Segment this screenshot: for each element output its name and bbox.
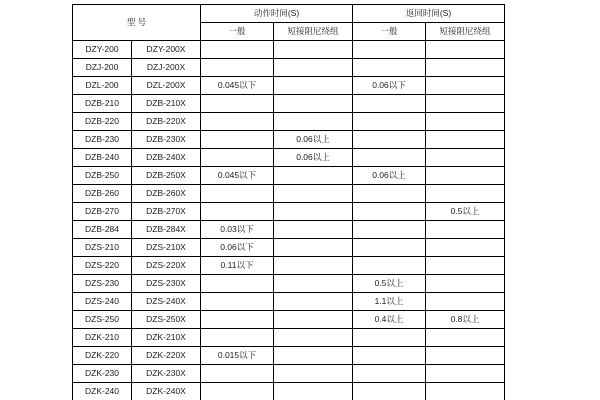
cell-model-a: DZS-250 <box>73 311 132 329</box>
cell-model-b: DZK-240X <box>132 383 201 400</box>
cell-model-b: DZB-284X <box>132 221 201 239</box>
table-row <box>73 329 505 347</box>
cell-action-normal: 0.06以下 <box>201 239 274 257</box>
cell-action-damped: 0.06以上 <box>274 149 353 167</box>
cell-return-damped <box>426 167 505 185</box>
cell-model-a: DZS-210 <box>73 239 132 257</box>
table-row <box>73 203 505 221</box>
cell-return-damped <box>426 239 505 257</box>
cell-return-normal <box>353 257 426 275</box>
table-row <box>73 95 505 113</box>
cell-action-normal <box>201 365 274 383</box>
cell-action-damped <box>274 77 353 95</box>
cell-action-normal <box>201 41 274 59</box>
cell-return-damped <box>426 257 505 275</box>
cell-return-normal <box>353 365 426 383</box>
table-row <box>73 185 505 203</box>
cell-action-normal <box>201 113 274 131</box>
cell-model-a: DZK-210 <box>73 329 132 347</box>
table-header <box>73 5 505 41</box>
cell-model-b: DZB-270X <box>132 203 201 221</box>
cell-return-damped <box>426 77 505 95</box>
header-model: 型 号 <box>73 5 201 41</box>
cell-model-a: DZB-240 <box>73 149 132 167</box>
cell-return-damped <box>426 185 505 203</box>
cell-action-damped <box>274 383 353 400</box>
cell-return-normal <box>353 41 426 59</box>
cell-model-a: DZB-250 <box>73 167 132 185</box>
cell-model-b: DZK-210X <box>132 329 201 347</box>
cell-return-damped: 0.8以上 <box>426 311 505 329</box>
cell-return-normal: 0.06以上 <box>353 167 426 185</box>
cell-return-damped <box>426 113 505 131</box>
cell-model-b: DZK-230X <box>132 365 201 383</box>
table-row <box>73 167 505 185</box>
cell-return-normal <box>353 113 426 131</box>
cell-model-b: DZS-210X <box>132 239 201 257</box>
cell-model-b: DZL-200X <box>132 77 201 95</box>
cell-return-normal <box>353 221 426 239</box>
cell-model-a: DZB-220 <box>73 113 132 131</box>
cell-model-b: DZS-220X <box>132 257 201 275</box>
cell-return-normal <box>353 95 426 113</box>
cell-return-damped <box>426 383 505 400</box>
cell-action-normal <box>201 185 274 203</box>
table-row <box>73 149 505 167</box>
cell-model-b: DZB-210X <box>132 95 201 113</box>
table-row <box>73 77 505 95</box>
cell-model-a: DZS-220 <box>73 257 132 275</box>
cell-action-damped <box>274 239 353 257</box>
cell-return-normal <box>353 185 426 203</box>
cell-return-damped <box>426 293 505 311</box>
cell-model-a: DZS-240 <box>73 293 132 311</box>
cell-model-b: DZY-200X <box>132 41 201 59</box>
cell-return-normal: 0.4以上 <box>353 311 426 329</box>
cell-return-normal <box>353 203 426 221</box>
table-row <box>73 239 505 257</box>
cell-return-normal <box>353 59 426 77</box>
cell-return-normal <box>353 329 426 347</box>
cell-action-damped <box>274 203 353 221</box>
cell-return-normal <box>353 131 426 149</box>
cell-return-damped <box>426 365 505 383</box>
cell-action-damped <box>274 185 353 203</box>
cell-return-normal <box>353 383 426 400</box>
cell-return-normal: 1.1以上 <box>353 293 426 311</box>
cell-action-damped <box>274 113 353 131</box>
cell-model-a: DZB-230 <box>73 131 132 149</box>
cell-action-normal <box>201 149 274 167</box>
table-row <box>73 347 505 365</box>
cell-action-normal <box>201 59 274 77</box>
cell-model-b: DZB-240X <box>132 149 201 167</box>
cell-model-b: DZB-230X <box>132 131 201 149</box>
cell-action-normal: 0.11以下 <box>201 257 274 275</box>
cell-action-damped <box>274 221 353 239</box>
cell-return-normal: 0.5以上 <box>353 275 426 293</box>
cell-return-damped <box>426 221 505 239</box>
cell-model-a: DZB-284 <box>73 221 132 239</box>
table-header-row-top <box>73 5 505 23</box>
cell-return-damped: 0.5以上 <box>426 203 505 221</box>
table-row <box>73 293 505 311</box>
cell-return-damped <box>426 131 505 149</box>
cell-action-damped <box>274 275 353 293</box>
header-action-time: 动作时间(S) <box>201 5 353 23</box>
cell-model-a: DZL-200 <box>73 77 132 95</box>
cell-return-normal: 0.06以下 <box>353 77 426 95</box>
cell-model-a: DZS-230 <box>73 275 132 293</box>
header-return-time: 返回时间(S) <box>353 5 505 23</box>
cell-action-damped <box>274 41 353 59</box>
cell-model-a: DZB-260 <box>73 185 132 203</box>
cell-model-b: DZB-250X <box>132 167 201 185</box>
cell-return-damped <box>426 149 505 167</box>
table-row <box>73 275 505 293</box>
cell-action-normal <box>201 275 274 293</box>
table-row <box>73 113 505 131</box>
cell-action-normal <box>201 293 274 311</box>
relay-timing-table <box>72 4 505 400</box>
cell-return-damped <box>426 347 505 365</box>
table-row <box>73 41 505 59</box>
cell-model-b: DZB-260X <box>132 185 201 203</box>
cell-model-a: DZJ-200 <box>73 59 132 77</box>
cell-model-b: DZS-240X <box>132 293 201 311</box>
cell-action-normal <box>201 203 274 221</box>
cell-action-normal: 0.045以下 <box>201 77 274 95</box>
cell-action-normal <box>201 383 274 400</box>
table-row <box>73 365 505 383</box>
header-return-damped: 短接阻尼绕组 <box>426 23 505 41</box>
cell-action-damped <box>274 257 353 275</box>
cell-model-a: DZK-240 <box>73 383 132 400</box>
cell-return-damped <box>426 59 505 77</box>
cell-model-b: DZB-220X <box>132 113 201 131</box>
cell-return-normal <box>353 239 426 257</box>
cell-action-damped <box>274 167 353 185</box>
cell-action-normal: 0.03以下 <box>201 221 274 239</box>
cell-action-damped <box>274 95 353 113</box>
table-body <box>73 41 505 400</box>
cell-action-normal <box>201 95 274 113</box>
cell-return-damped <box>426 329 505 347</box>
cell-action-damped <box>274 59 353 77</box>
cell-return-damped <box>426 95 505 113</box>
cell-action-normal: 0.015以下 <box>201 347 274 365</box>
table-row <box>73 221 505 239</box>
cell-model-a: DZB-270 <box>73 203 132 221</box>
cell-model-a: DZK-230 <box>73 365 132 383</box>
cell-action-normal: 0.045以下 <box>201 167 274 185</box>
cell-model-a: DZK-220 <box>73 347 132 365</box>
table-row <box>73 257 505 275</box>
cell-model-b: DZS-230X <box>132 275 201 293</box>
table-row <box>73 59 505 77</box>
cell-return-normal <box>353 347 426 365</box>
cell-action-normal <box>201 131 274 149</box>
cell-model-b: DZK-220X <box>132 347 201 365</box>
cell-action-damped: 0.06以上 <box>274 131 353 149</box>
cell-action-damped <box>274 365 353 383</box>
cell-model-a: DZB-210 <box>73 95 132 113</box>
header-action-normal: 一般 <box>201 23 274 41</box>
cell-return-damped <box>426 275 505 293</box>
cell-action-damped <box>274 293 353 311</box>
cell-return-damped <box>426 41 505 59</box>
table-row <box>73 131 505 149</box>
header-action-damped: 短接阻尼绕组 <box>274 23 353 41</box>
cell-action-damped <box>274 347 353 365</box>
cell-model-a: DZY-200 <box>73 41 132 59</box>
table-row <box>73 311 505 329</box>
cell-action-normal <box>201 329 274 347</box>
header-return-normal: 一般 <box>353 23 426 41</box>
cell-action-damped <box>274 311 353 329</box>
cell-action-normal <box>201 311 274 329</box>
cell-return-normal <box>353 149 426 167</box>
cell-action-damped <box>274 329 353 347</box>
cell-model-b: DZJ-200X <box>132 59 201 77</box>
cell-model-b: DZS-250X <box>132 311 201 329</box>
table-row <box>73 383 505 400</box>
